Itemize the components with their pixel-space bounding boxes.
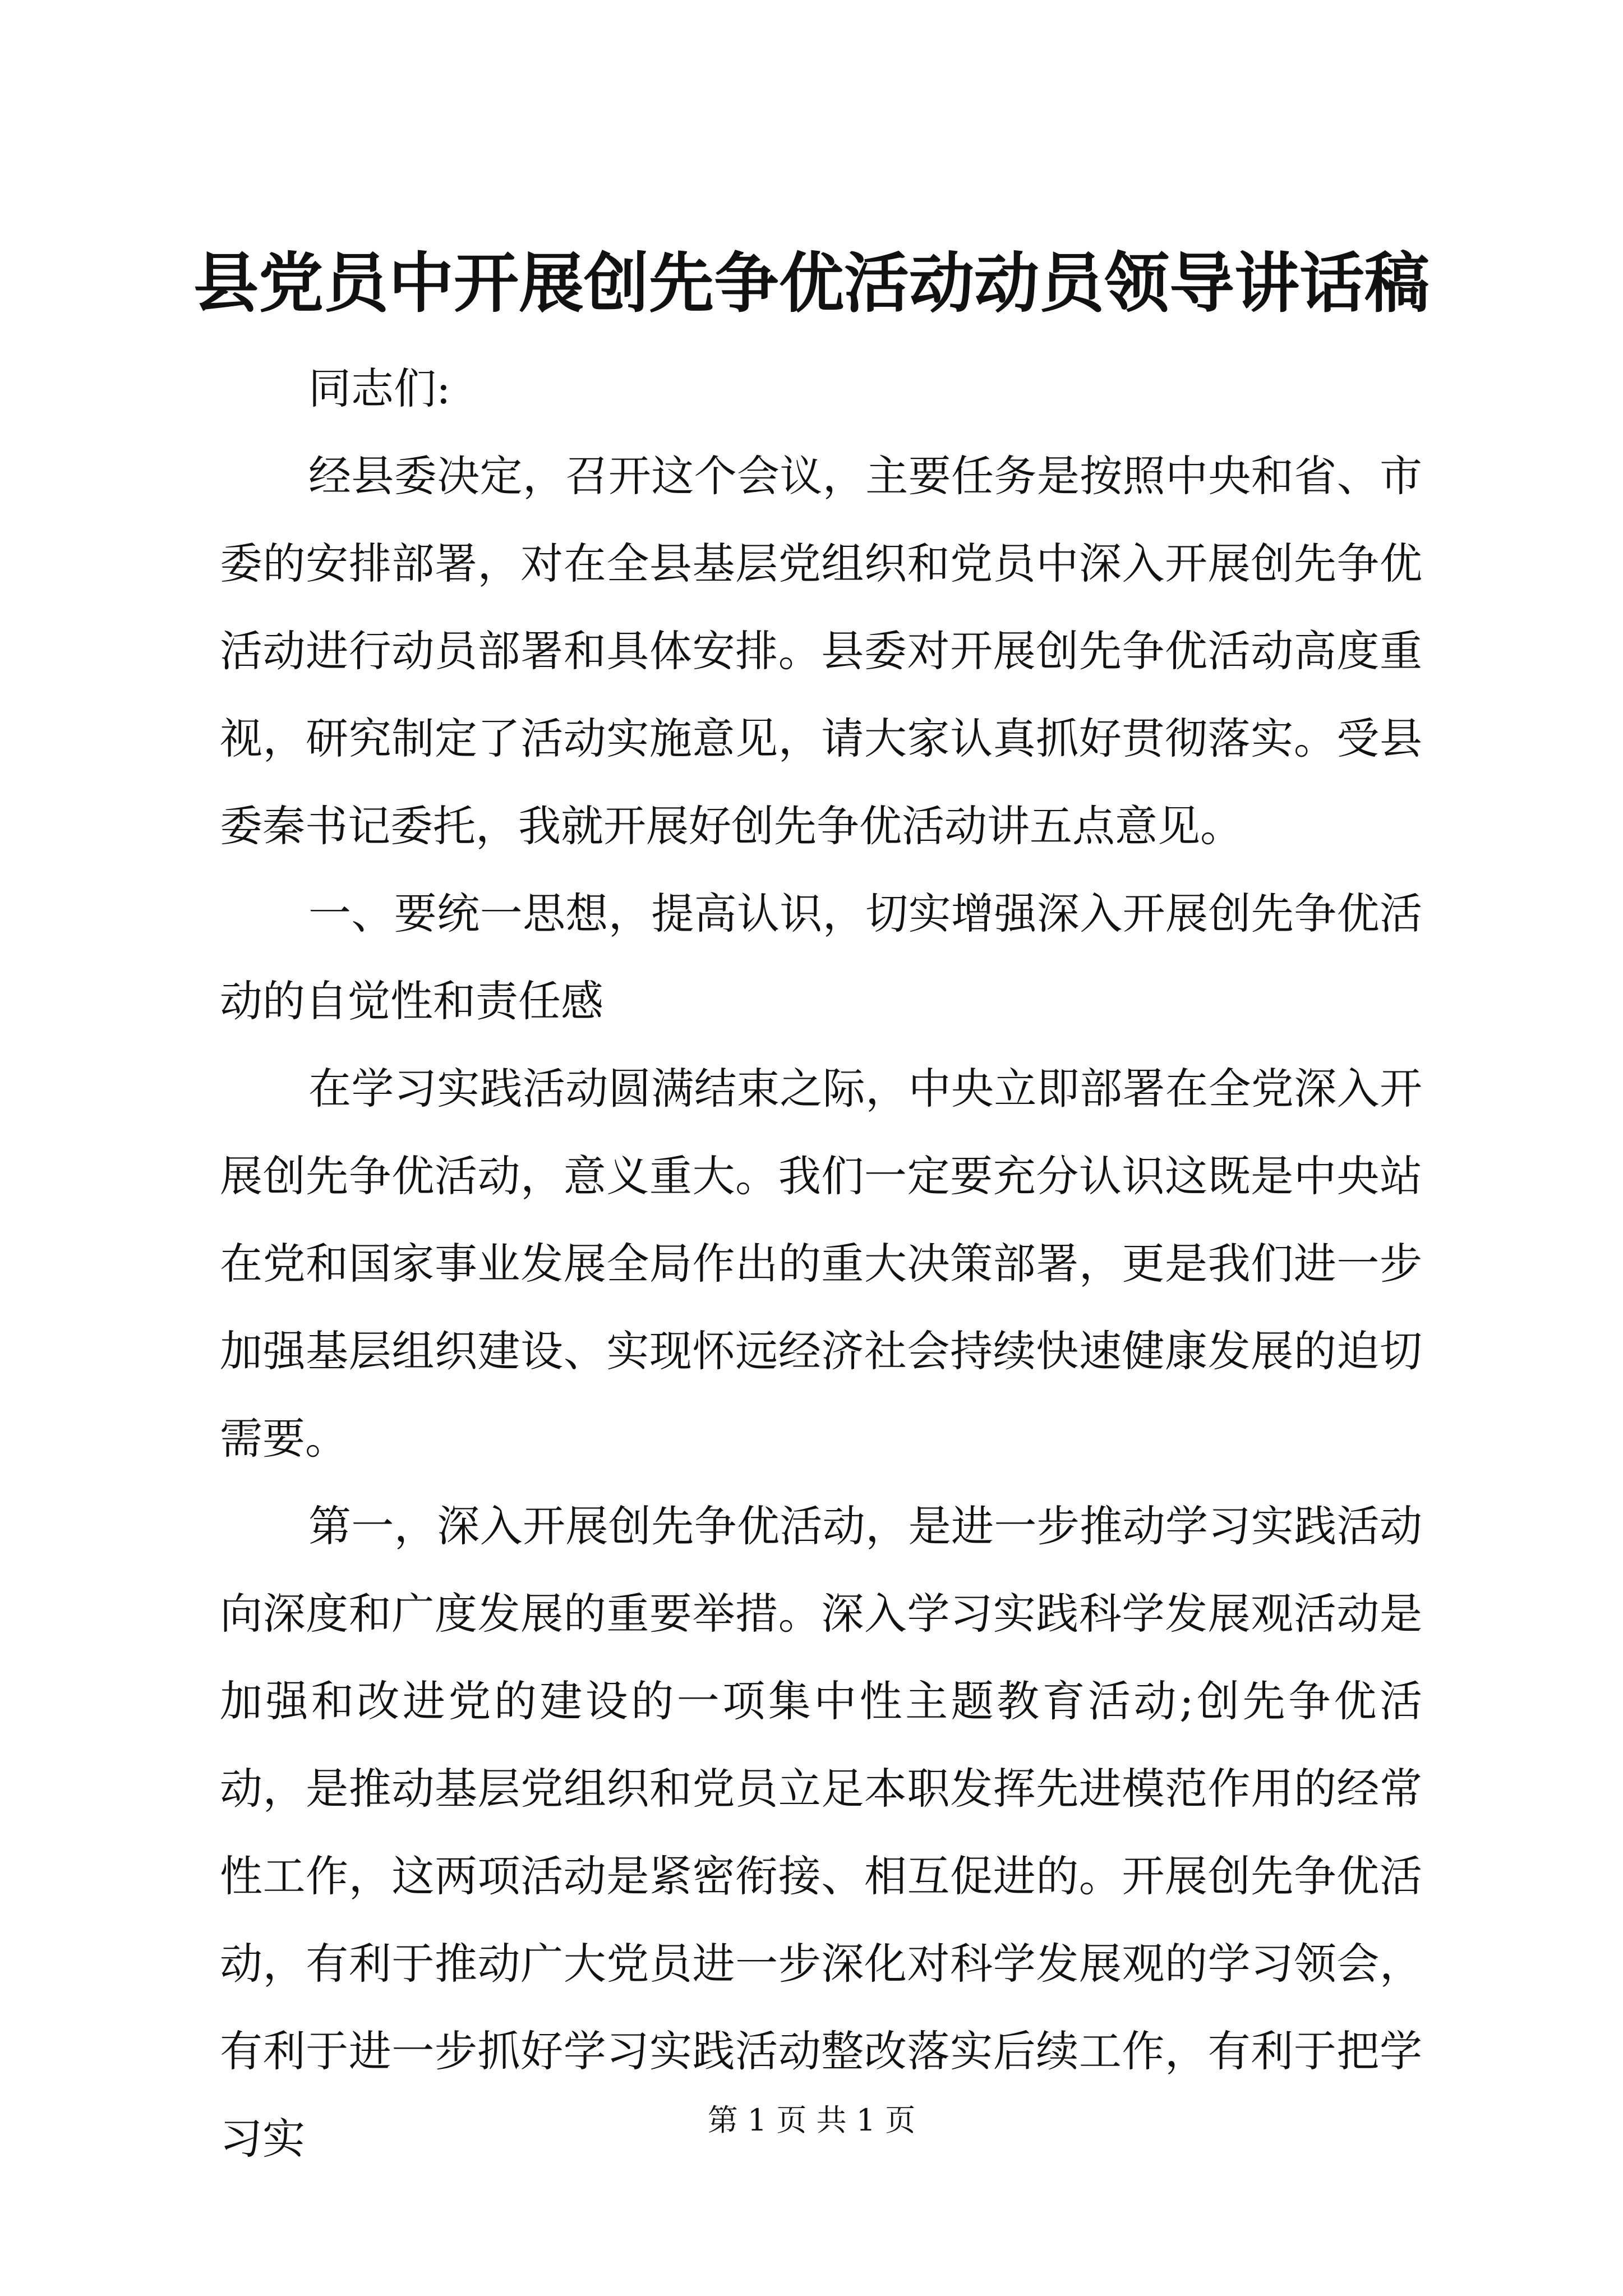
body-paragraph: 第一，深入开展创先争优活动，是进一步推动学习实践活动向深度和广度发展的重要举措。深入学习实践科学发展观活动是加强和改进党的建设的一项集中性主题教育活动;创先争优活动，是推动基层党组织和党员立足本职发挥先进模范作用的经常性工作，这两项活动是紧密衔接、相互促进的。开展创先争优活动，有利于推动广大党员进一步深化对科学发展观的学习领会，有利于进一步抓好学习实践活动整改落实后续工作，有利于把学习实 xyxy=(220,1501,1422,2164)
document-body xyxy=(220,345,1422,2183)
salutation-paragraph: 同志们: xyxy=(308,364,451,413)
document-title: 县党员中开展创先争优活动动员领导讲话稿 xyxy=(193,245,1430,321)
section-heading-paragraph: 一、要统一思想，提高认识，切实增强深入开展创先争优活动的自觉性和责任感 xyxy=(220,889,1422,1026)
body-paragraph: 经县委决定，召开这个会议，主要任务是按照中央和省、市委的安排部署，对在全县基层党组织和党员中深入开展创先争优活动进行动员部署和具体安排。县委对开展创先争优活动高度重视，研究制定了活动实施意见，请大家认真抓好贯彻落实。受县委秦书记委托，我就开展好创先争优活动讲五点意见。 xyxy=(220,451,1422,851)
body-paragraph: 在学习实践活动圆满结束之际，中央立即部署在全党深入开展创先争优活动，意义重大。我们一定要充分认识这既是中央站在党和国家事业发展全局作出的重大决策部署，更是我们进一步加强基层组织建设、实现怀远经济社会持续快速健康发展的迫切需要。 xyxy=(220,1064,1422,1464)
page-footer: 第 1 页 共 1 页 xyxy=(707,2102,916,2138)
